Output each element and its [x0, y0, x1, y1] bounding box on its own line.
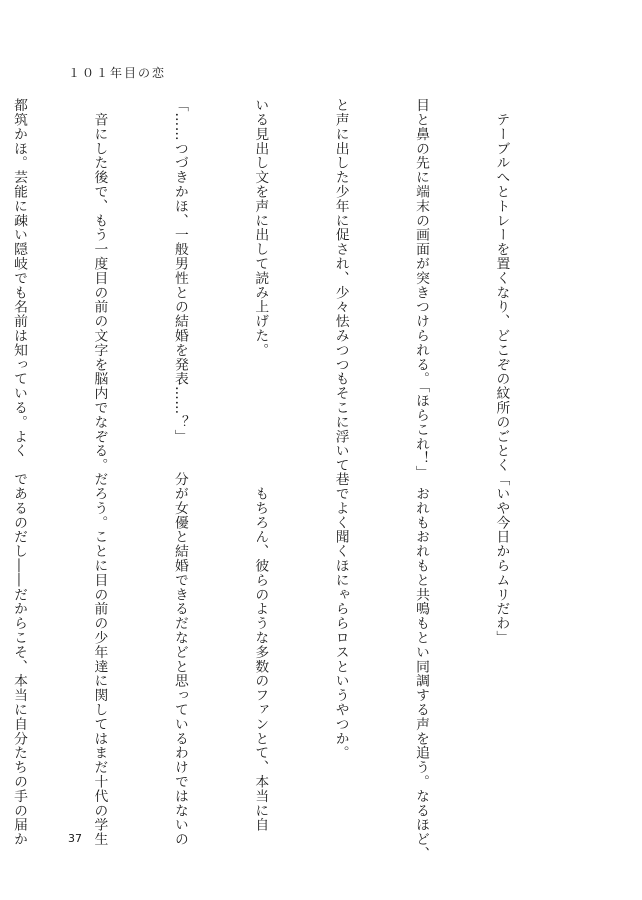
text-line: であるのだし――だからこそ、本当に自分たちの手の届か: [11, 472, 28, 847]
text-line: 音にした後で、もう一度目の前の文字を脳内でなぞる。: [91, 98, 108, 473]
text-line: 分が女優と結婚できるだなどと思っているわけではないの: [171, 472, 188, 847]
text-line: 都筑かほ。芸能に疎い隠岐でも名前は知っている。よく: [11, 98, 28, 458]
text-line: 「……つづきかほ、一般男性との結婚を発表……？」: [171, 98, 188, 444]
text-line: 「いや今日からムリだわ」: [493, 472, 510, 645]
text-line: と声に出した少年に促され、少々怯みつつもそこに浮いて: [332, 98, 349, 473]
text-line: テーブルへとトレーを置くなり、どこぞの紋所のごとく: [493, 98, 510, 473]
page-number: 37: [68, 832, 82, 845]
text-line: もちろん、彼らのような多数のファンとて、本当に自: [252, 472, 269, 832]
text-line: おれもおれもと共鳴もとい同調する声を追う。なるほど、: [413, 472, 430, 861]
text-line: だろう。ことに目の前の少年達に関してはまだ十代の学生: [91, 472, 108, 847]
text-line: 巷でよく聞くほにゃららロスというやつか。: [332, 472, 349, 760]
running-title: １０１年目の恋: [68, 66, 167, 80]
upper-text-block: [11, 98, 568, 480]
text-line: いる見出し文を声に出して読み上げた。: [252, 98, 269, 358]
text-line: 目と鼻の先に端末の画面が突きつけられる。「ほらこれ！」: [413, 98, 430, 480]
